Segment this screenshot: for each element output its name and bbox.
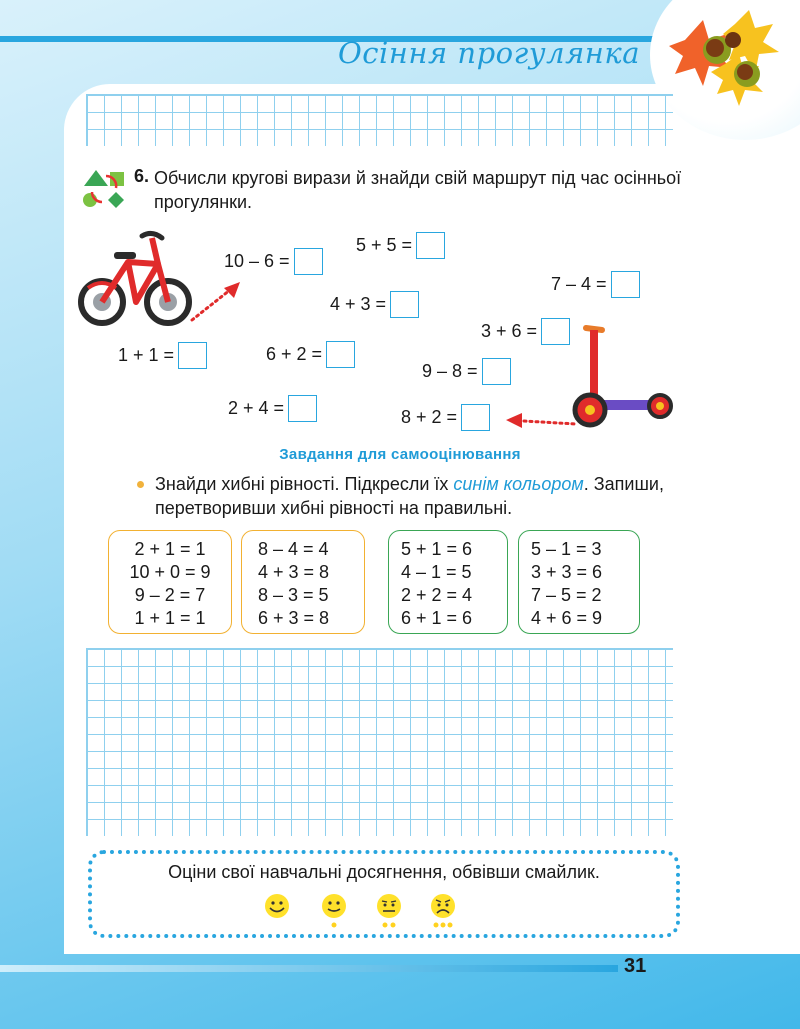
expression xyxy=(422,358,511,385)
expression-text: 1 + 1 = xyxy=(118,345,175,365)
bicycle-icon xyxy=(78,222,196,334)
expression xyxy=(401,404,490,431)
equation: 2 + 2 = 4 xyxy=(401,585,473,605)
scooter-icon xyxy=(572,318,674,430)
equation: 8 – 4 = 4 xyxy=(258,539,329,559)
equation-group xyxy=(518,530,640,634)
expression-text: 2 + 4 = xyxy=(228,398,285,418)
expression-text: 3 + 6 = xyxy=(481,321,538,341)
equation-group xyxy=(388,530,508,634)
expression xyxy=(551,271,640,298)
expression-text: 5 + 5 = xyxy=(356,235,413,255)
smiley-happy-icon[interactable] xyxy=(262,892,292,934)
answer-box[interactable] xyxy=(482,358,511,385)
equation: 5 – 1 = 3 xyxy=(531,539,602,559)
equation: 6 + 1 = 6 xyxy=(401,608,473,628)
equation-group xyxy=(241,530,365,634)
instruction-part: Знайди хибні рівності. Підкресли їх xyxy=(155,474,454,494)
answer-box[interactable] xyxy=(288,395,317,422)
smiley-sad-icon[interactable] xyxy=(428,892,458,934)
equation: 4 + 6 = 9 xyxy=(531,608,603,628)
expression-text: 8 + 2 = xyxy=(401,407,458,427)
expression xyxy=(266,341,355,368)
answer-box[interactable] xyxy=(541,318,570,345)
expression xyxy=(224,248,323,275)
equation: 7 – 5 = 2 xyxy=(531,585,602,605)
equation: 4 – 1 = 5 xyxy=(401,562,472,582)
writing-grid[interactable] xyxy=(86,648,673,836)
equation: 2 + 1 = 1 xyxy=(134,539,206,559)
expression xyxy=(118,342,207,369)
answer-box[interactable] xyxy=(390,291,419,318)
shapes-cycle-icon xyxy=(82,166,128,210)
autumn-leaves-icon xyxy=(665,10,790,110)
equation-group xyxy=(108,530,232,634)
task-number: 6. xyxy=(134,166,150,186)
top-grid xyxy=(86,94,673,146)
dotted-arrow-bike xyxy=(188,278,244,324)
equation: 6 + 3 = 8 xyxy=(258,608,330,628)
expression-text: 9 – 8 = xyxy=(422,361,478,381)
section-title: Завдання для самооцінювання xyxy=(279,446,521,463)
instruction-highlight: синім кольором xyxy=(453,474,584,494)
equation: 9 – 2 = 7 xyxy=(134,585,206,605)
expression xyxy=(228,395,317,422)
smiley-neutral-icon[interactable] xyxy=(374,892,404,934)
answer-box[interactable] xyxy=(416,232,445,259)
answer-box[interactable] xyxy=(294,248,323,275)
expression-text: 10 – 6 = xyxy=(224,251,290,271)
page-title: Осіння прогулянка xyxy=(338,36,640,70)
equation: 1 + 1 = 1 xyxy=(134,608,206,628)
equation: 8 – 3 = 5 xyxy=(258,585,329,605)
task-text: Обчисли кругові вирази й знайди свій маршрут під час осінньої прогулянки. xyxy=(154,168,682,212)
expression-text: 6 + 2 = xyxy=(266,344,323,364)
answer-box[interactable] xyxy=(611,271,640,298)
bullet xyxy=(137,481,144,488)
instruction-text xyxy=(155,472,675,520)
equation: 10 + 0 = 9 xyxy=(129,562,211,582)
expression xyxy=(356,232,445,259)
instruction-part: . Запиши, перетворивши хибні рівності на правильні. xyxy=(155,474,664,518)
expression xyxy=(330,291,419,318)
dotted-arrow-scooter xyxy=(504,410,578,432)
answer-box[interactable] xyxy=(326,341,355,368)
answer-box[interactable] xyxy=(178,342,207,369)
equation: 4 + 3 = 8 xyxy=(258,562,330,582)
equation: 5 + 1 = 6 xyxy=(401,539,473,559)
expression-text: 4 + 3 = xyxy=(330,294,387,314)
expression xyxy=(481,318,570,345)
equation: 3 + 3 = 6 xyxy=(531,562,603,582)
answer-box[interactable] xyxy=(461,404,490,431)
page-number: 31 xyxy=(624,955,647,977)
rating-text: Оціни свої навчальні досягнення, обвівши смайлик. xyxy=(168,862,600,882)
expression-text: 7 – 4 = xyxy=(551,274,607,294)
smiley-smile-icon[interactable] xyxy=(319,892,349,934)
footer-stripe xyxy=(0,965,618,972)
